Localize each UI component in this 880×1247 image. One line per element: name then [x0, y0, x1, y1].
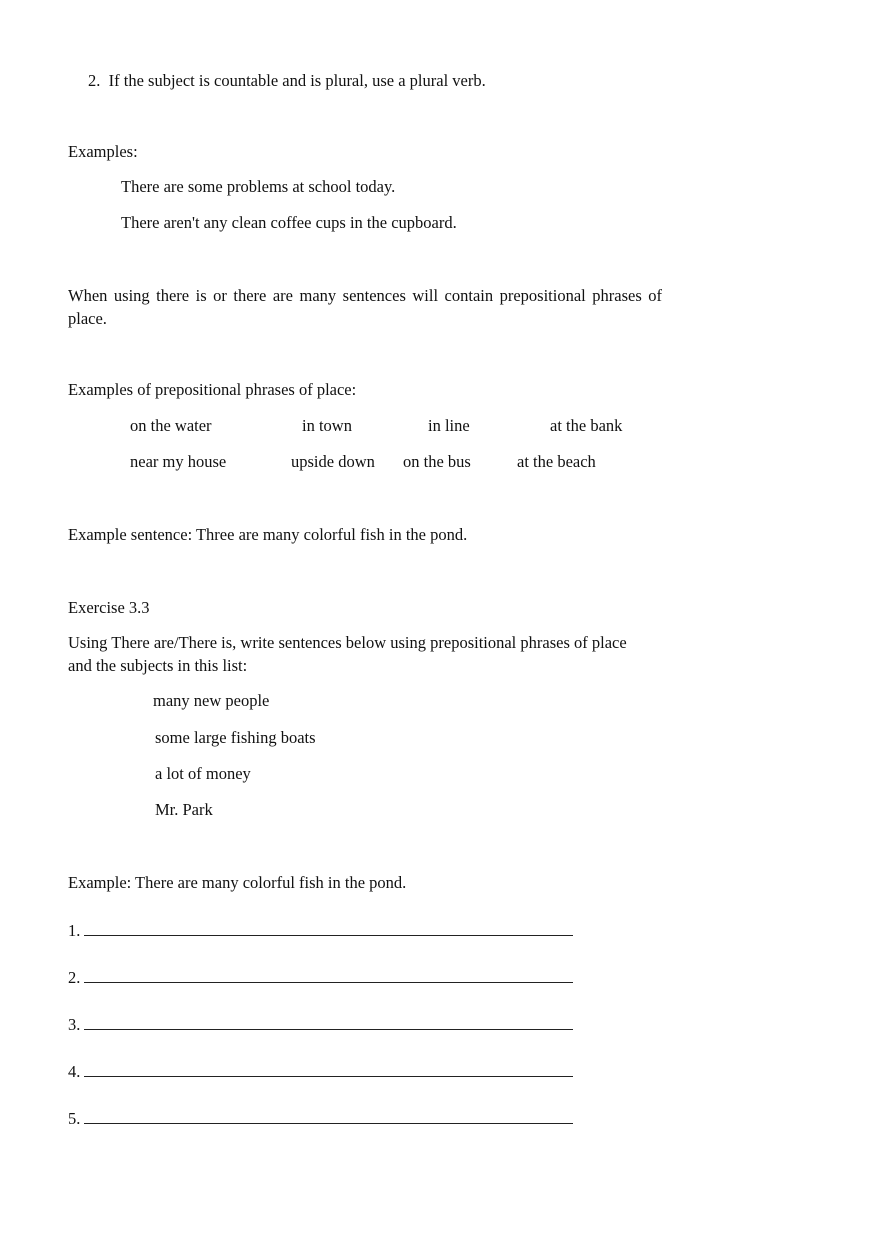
rule-item [88, 70, 486, 92]
phrase-item: at the bank [550, 416, 623, 435]
phrases-heading: Examples of prepositional phrases of place: [68, 380, 357, 399]
rule-text: If the subject is countable and is plural, use a plural verb. [108, 71, 486, 90]
rule-number: 2. [88, 71, 101, 90]
phrase-item: near my house [130, 452, 227, 471]
subject-item: many new people [153, 691, 270, 710]
examples-heading: Examples: [68, 142, 138, 161]
exercise-instructions: Using There are/There is, write sentences below using prepositional phrases of place and the subjects in this list: [68, 633, 627, 675]
example-sentence: Example sentence: Three are many colorful fish in the pond. [68, 525, 468, 544]
phrase-item: in line [428, 416, 470, 435]
answer-number: 5. [68, 1109, 81, 1128]
exercise-title: Exercise 3.3 [68, 598, 150, 617]
answer-number: 3. [68, 1015, 81, 1034]
answer-blank[interactable] [84, 1060, 573, 1077]
subject-item: some large fishing boats [155, 728, 316, 747]
phrase-item: at the beach [517, 452, 596, 471]
subject-item: Mr. Park [155, 800, 213, 819]
answer-blank[interactable] [84, 1013, 573, 1030]
answer-line-2[interactable] [68, 966, 573, 989]
answer-blank[interactable] [84, 966, 573, 983]
phrase-item: on the water [130, 416, 212, 435]
answer-blank[interactable] [84, 919, 573, 936]
subject-item: a lot of money [155, 764, 251, 783]
phrase-item: in town [302, 416, 352, 435]
answer-number: 1. [68, 921, 81, 940]
phrase-item: on the bus [403, 452, 471, 471]
answer-line-3[interactable] [68, 1013, 573, 1036]
answer-blank[interactable] [84, 1107, 573, 1124]
example-sentence-1: There are some problems at school today. [121, 177, 396, 196]
phrase-item: upside down [291, 452, 375, 471]
answer-line-5[interactable] [68, 1107, 573, 1130]
intro-paragraph: When using there is or there are many sentences will contain prepositional phrases of place. [68, 286, 662, 328]
answer-line-1[interactable] [68, 919, 573, 942]
answer-number: 2. [68, 968, 81, 987]
answer-line-4[interactable] [68, 1060, 573, 1083]
example-sentence-2: There aren't any clean coffee cups in the cupboard. [121, 213, 457, 232]
exercise-example: Example: There are many colorful fish in the pond. [68, 873, 407, 892]
answer-number: 4. [68, 1062, 81, 1081]
